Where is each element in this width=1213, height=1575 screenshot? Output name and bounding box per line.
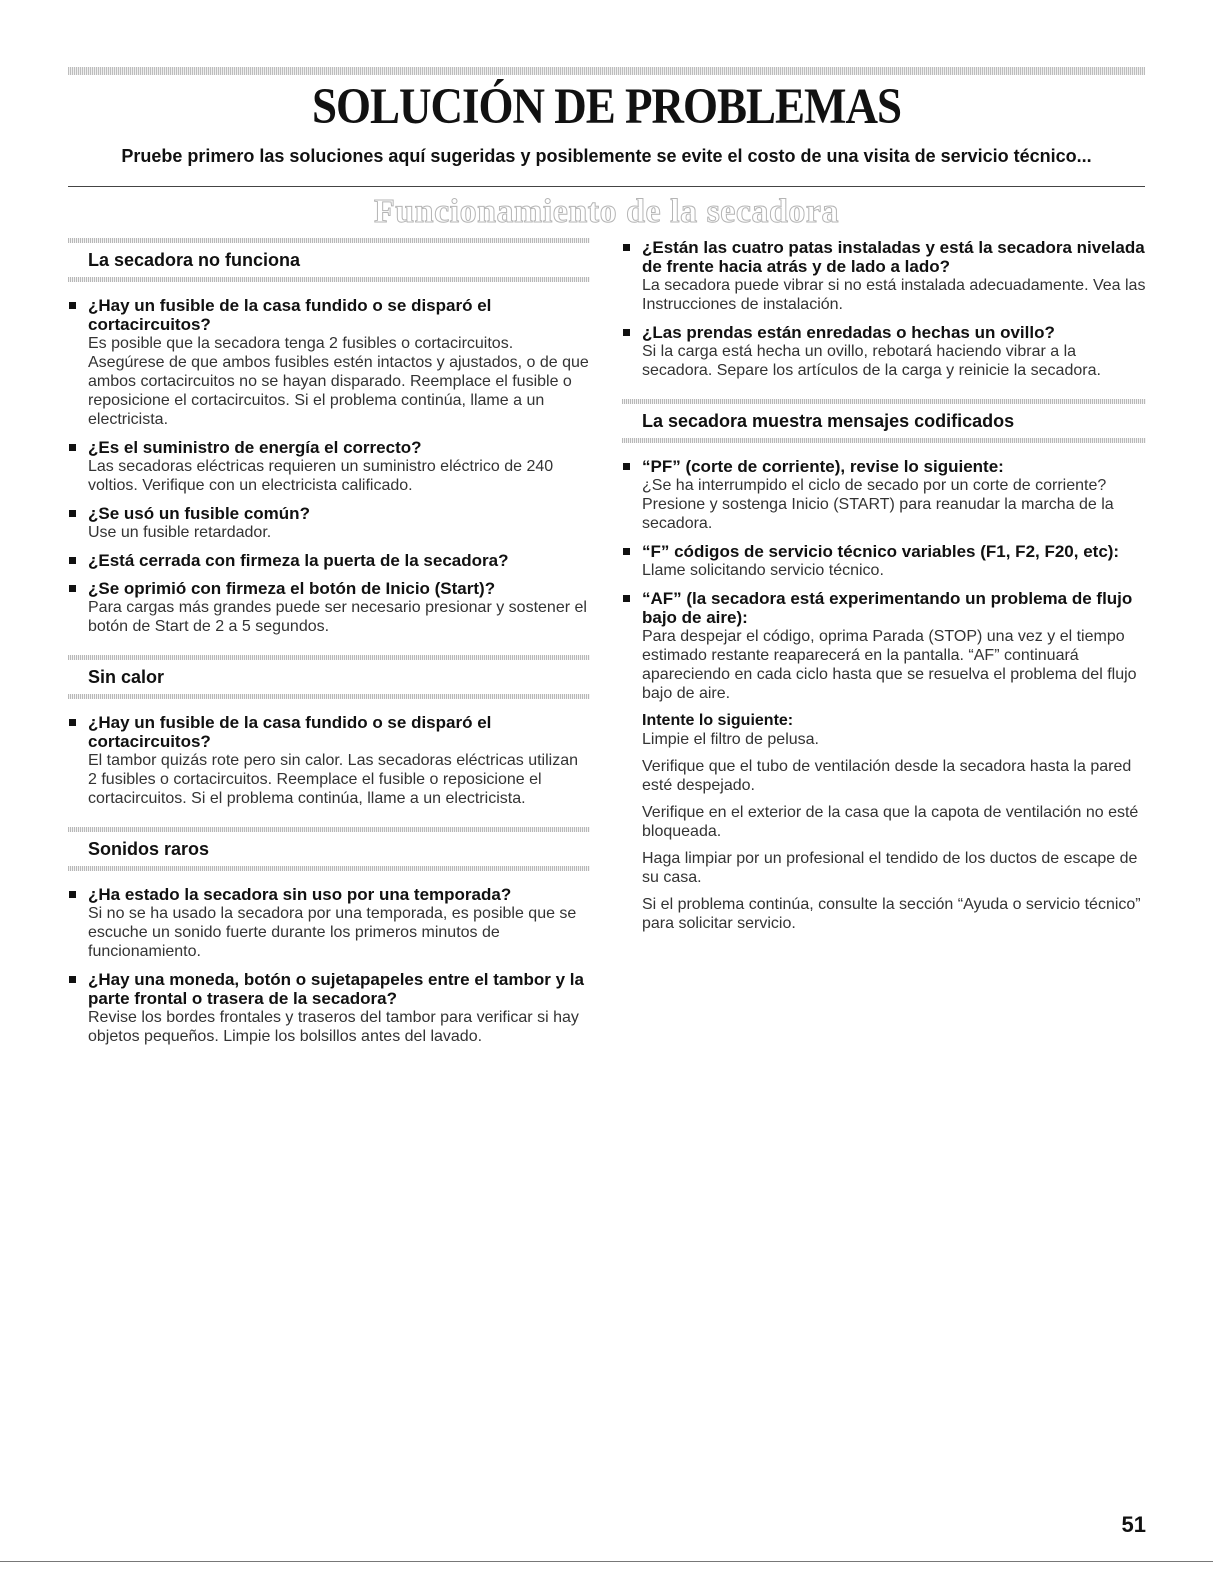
spacer [68, 817, 590, 827]
question: ¿Ha estado la secadora sin uso por una temporada? [88, 885, 512, 904]
list-item [68, 551, 590, 570]
section-title: Funcionamiento de la secadora [374, 193, 839, 230]
list-item [622, 542, 1146, 580]
try-following-label: Intente lo siguiente: [642, 712, 794, 729]
answer: Para despejar el código, oprima Parada (STOP) una vez y el tiempo estimado restante reaparecerá en la pantalla. “AF” continuará apareciendo en cada ciclo hasta que se resuelva el problema del flujo bajo de aire. [642, 628, 1137, 702]
list-item [68, 296, 590, 429]
answer: Revise los bordes frontales y traseros del tambor para verificar si hay objetos pequeños. Limpie los bolsillos antes del lavado. [88, 1009, 579, 1045]
list-item [68, 438, 590, 495]
square-bullet-icon [623, 329, 630, 336]
dotted-rule [68, 277, 590, 282]
answer: El tambor quizás rote pero sin calor. Las secadoras eléctricas utilizan 2 fusibles o cortacircuitos. Reemplace el fusible o reposicione el cortacircuitos. Si el problema continúa, llame a un electricista. [88, 752, 579, 807]
answer: Las secadoras eléctricas requieren un suministro eléctrico de 240 voltios. Verifique con un electricista calificado. [88, 458, 554, 494]
square-bullet-icon [69, 302, 76, 309]
spacer [622, 389, 1146, 399]
subsection-header-no-funciona [68, 238, 590, 282]
square-bullet-icon [69, 510, 76, 517]
square-bullet-icon [623, 463, 630, 470]
list-item [622, 238, 1146, 314]
question: ¿Las prendas están enredadas o hechas un ovillo? [642, 323, 1055, 342]
left-column [68, 238, 590, 1055]
list-item [68, 579, 590, 636]
page-subtitle: Pruebe primero las soluciones aquí sugeridas y posiblemente se evite el costo de una visita de servicio técnico... [121, 146, 1092, 166]
list-item [68, 713, 590, 808]
answer: Llame solicitando servicio técnico. [642, 562, 884, 579]
question: ¿Hay un fusible de la casa fundido o se disparó el cortacircuitos? [88, 296, 492, 334]
question: ¿Se usó un fusible común? [88, 504, 310, 523]
square-bullet-icon [623, 548, 630, 555]
square-bullet-icon [69, 444, 76, 451]
answer: Para cargas más grandes puede ser necesario presionar y sostener el botón de Start de 2 a 5 segundos. [88, 599, 587, 635]
square-bullet-icon [69, 719, 76, 726]
question: ¿Es el suministro de energía el correcto? [88, 438, 422, 457]
square-bullet-icon [69, 557, 76, 564]
question: “AF” (la secadora está experimentando un problema de flujo bajo de aire): [642, 589, 1133, 627]
question: “PF” (corte de corriente), revise lo siguiente: [642, 457, 1004, 476]
answer: La secadora puede vibrar si no está instalada adecuadamente. Vea las Instrucciones de instalación. [642, 277, 1146, 313]
question: ¿Está cerrada con firmeza la puerta de la secadora? [88, 551, 509, 570]
question: ¿Están las cuatro patas instaladas y está la secadora nivelada de frente hacia atrás y de lado a lado? [642, 238, 1145, 276]
square-bullet-icon [69, 891, 76, 898]
answer: Si no se ha usado la secadora por una temporada, es posible que se escuche un sonido fuerte durante los primeros minutos de funcionamiento. [88, 905, 577, 960]
question: ¿Hay un fusible de la casa fundido o se disparó el cortacircuitos? [88, 713, 492, 751]
footer-rule [0, 1561, 1213, 1562]
spacer [68, 645, 590, 655]
question: ¿Hay una moneda, botón o sujetapapeles entre el tambor y la parte frontal o trasera de la secadora? [88, 970, 584, 1008]
right-column [622, 238, 1146, 942]
list-item [68, 885, 590, 961]
list-item [68, 504, 590, 542]
square-bullet-icon [623, 244, 630, 251]
list-item [622, 457, 1146, 533]
subsection-header-codigos [622, 399, 1146, 443]
header-rule [68, 186, 1145, 187]
dotted-rule [68, 866, 590, 871]
square-bullet-icon [69, 976, 76, 983]
dotted-rule [68, 694, 590, 699]
list-item [622, 323, 1146, 380]
subsection-header-sin-calor [68, 655, 590, 699]
step-text: Limpie el filtro de pelusa. [642, 731, 819, 748]
subsection-title: Sonidos raros [88, 839, 210, 859]
answer: Es posible que la secadora tenga 2 fusibles o cortacircuitos. Asegúrese de que ambos fusibles estén intactos y ajustados, o de que ambos cortacircuitos no se hayan disparado. Reemplace el fusible o reposicione el cortacircuitos. Si el problema continúa, llame a un electricista. [88, 335, 589, 428]
step-text: Haga limpiar por un profesional el tendido de los ductos de escape de su casa. [642, 850, 1138, 886]
question: “F” códigos de servicio técnico variables (F1, F2, F20, etc): [642, 542, 1120, 561]
answer: Si la carga está hecha un ovillo, rebotará haciendo vibrar a la secadora. Separe los artículos de la carga y reinicie la secadora. [642, 343, 1101, 379]
square-bullet-icon [623, 595, 630, 602]
square-bullet-icon [69, 585, 76, 592]
question: ¿Se oprimió con firmeza el botón de Inicio (Start)? [88, 579, 496, 598]
subsection-header-sonidos [68, 827, 590, 871]
subsection-title: La secadora no funciona [88, 250, 301, 270]
list-item [68, 970, 590, 1046]
list-item [622, 589, 1146, 933]
page-number: 51 [1121, 1512, 1146, 1537]
step-text: Si el problema continúa, consulte la sección “Ayuda o servicio técnico” para solicitar servicio. [642, 896, 1141, 932]
answer: ¿Se ha interrumpido el ciclo de secado por un corte de corriente? Presione y sostenga Inicio (START) para reanudar la marcha de la secadora. [642, 477, 1114, 532]
page-title: SOLUCIÓN DE PROBLEMAS [311, 78, 902, 134]
subsection-title: Sin calor [88, 667, 165, 687]
answer: Use un fusible retardador. [88, 524, 272, 541]
top-dotted-rule [68, 67, 1145, 75]
step-text: Verifique en el exterior de la casa que la capota de ventilación no esté bloqueada. [642, 804, 1139, 840]
subsection-title: La secadora muestra mensajes codificados [642, 411, 1015, 431]
dotted-rule [622, 438, 1146, 443]
step-text: Verifique que el tubo de ventilación desde la secadora hasta la pared esté despejado. [642, 758, 1132, 794]
